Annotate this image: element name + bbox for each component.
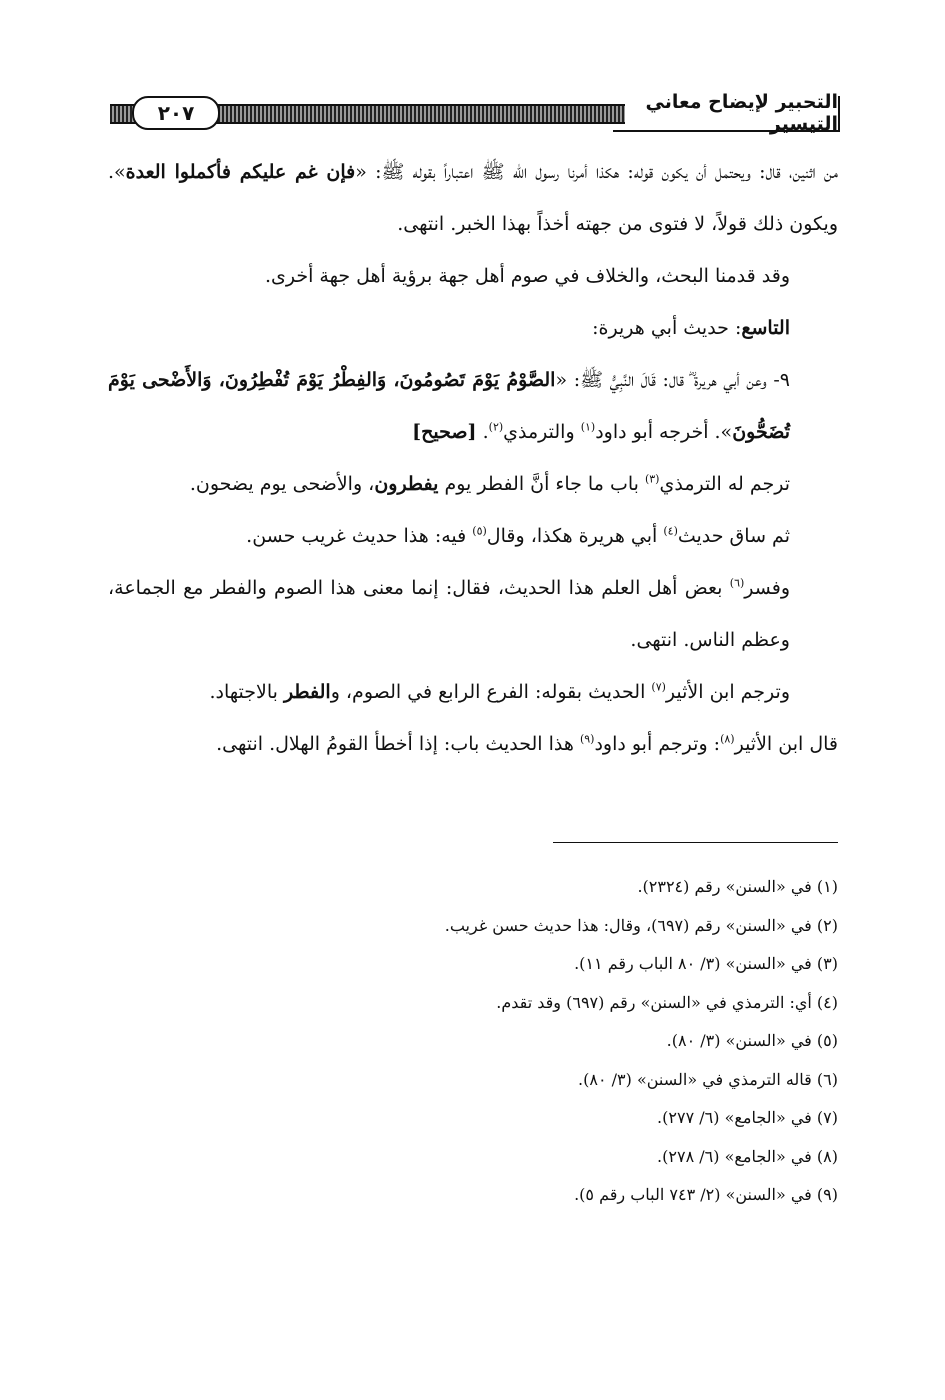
footnote: (٢) في «السنن» رقم (٦٩٧)، وقال: هذا حديث حسن غريب.	[444, 915, 838, 935]
book-title: التحبير لإيضاح معاني التيسير	[613, 96, 840, 132]
paragraph: ثم ساق حديث$^{(٤)}$ أبي هريرة هكذا، وقال$^{(٥)}$ فيه: هذا حديث غريب حسن.	[246, 524, 790, 547]
footnote: (٦) قاله الترمذي في «السنن» (٣/ ٨٠).	[578, 1069, 838, 1089]
footnote: (٨) في «الجامع» (٦/ ٢٧٨).	[657, 1146, 838, 1166]
footnote: (٧) في «الجامع» (٦/ ٢٧٧).	[657, 1108, 838, 1127]
hadith-text: الصَّوْمُ يَوْمَ تَصُومُونَ، وَالفِطْرُ يَوْمَ تُفْطِرُونَ، وَالأَضْحى يَوْمَ تُضَحُّونَ	[108, 369, 790, 443]
paragraph: من اثنين، قال: ويحتمل أن يكون قوله: هكذا أمرنا رسول الله ﷺ اعتباراً بقوله ﷺ: «فإن غم عليكم فأكملوا العدة». ويكون ذلك قولاً، لا فتوى من جهته أخذاً بهذا الخبر. انتهى.	[108, 161, 838, 235]
footnote-ref[interactable]: (٥)	[472, 524, 487, 538]
main-text	[108, 146, 838, 770]
hadith-quote: فإن غم عليكم فأكملوا العدة	[125, 161, 356, 183]
section-heading: التاسع: حديث أبي هريرة:	[592, 317, 790, 339]
footnotes	[108, 868, 838, 1215]
footnote-ref[interactable]: (١)	[580, 420, 596, 434]
footnote-ref[interactable]: (٨)	[720, 732, 735, 746]
grade-badge: [صحيح]	[412, 421, 477, 443]
paragraph: وقد قدمنا البحث، والخلاف في صوم أهل جهة برؤية أهل جهة أخرى.	[264, 265, 790, 287]
running-header	[110, 91, 840, 144]
footnote-ref[interactable]: (٦)	[729, 576, 745, 590]
footnote-ref[interactable]: (٢)	[488, 420, 504, 434]
paragraph: وترجم ابن الأثير$^{(٧)}$ الحديث بقوله: الفرع الرابع في الصوم، والفطر بالاجتهاد.	[209, 680, 790, 703]
footnote-ref[interactable]: (٩)	[579, 732, 595, 746]
footnote: (٩) في «السنن» (٢/ ٧٤٣ الباب رقم ٥).	[574, 1185, 838, 1204]
footnote-ref[interactable]: (٧)	[651, 680, 666, 694]
paragraph: وفسر$^{(٦)}$ بعض أهل العلم هذا الحديث، فقال: إنما معنى هذا الصوم والفطر مع الجماعة، وعظم الناس. انتهى.	[108, 576, 790, 651]
footnote: (٥) في «السنن» (٣/ ٨٠).	[666, 1031, 838, 1050]
footnote: (٤) أي: الترمذي في «السنن» رقم (٦٩٧) وقد تقدم.	[496, 992, 838, 1012]
footnote-divider	[553, 842, 838, 843]
footnote: (٣) في «السنن» (٣/ ٨٠ الباب رقم ١١).	[574, 954, 838, 973]
paragraph: قال ابن الأثير$^{(٨)}$: وترجم أبو داود$^{(٩)}$ هذا الحديث باب: إذا أخطأ القومُ الهلال. انتهى.	[216, 732, 838, 755]
page-number: ٢٠٧	[132, 96, 220, 130]
hadith-paragraph: ٩- وعن أبي هريرة ؓ قال: قَالَ النَّبِيُّ ﷺ: «الصَّوْمُ يَوْمَ تَصُومُونَ، وَالفِطْرُ يَوْمَ تُفْطِرُونَ، وَالأَضْحى يَوْمَ تُضَحُّونَ». أخرجه أبو داود$^{(١)}$ والترمذي$^{(٢)}$. [صحيح]	[108, 369, 790, 443]
footnote-ref[interactable]: (٣)	[644, 472, 660, 486]
footnote-ref[interactable]: (٤)	[663, 524, 678, 538]
paragraph: ترجم له الترمذي$^{(٣)}$ باب ما جاء أنَّ الفطر يوم يفطرون، والأضحى يوم يضحون.	[189, 472, 790, 495]
footnote: (١) في «السنن» رقم (٢٣٢٤).	[637, 877, 838, 896]
